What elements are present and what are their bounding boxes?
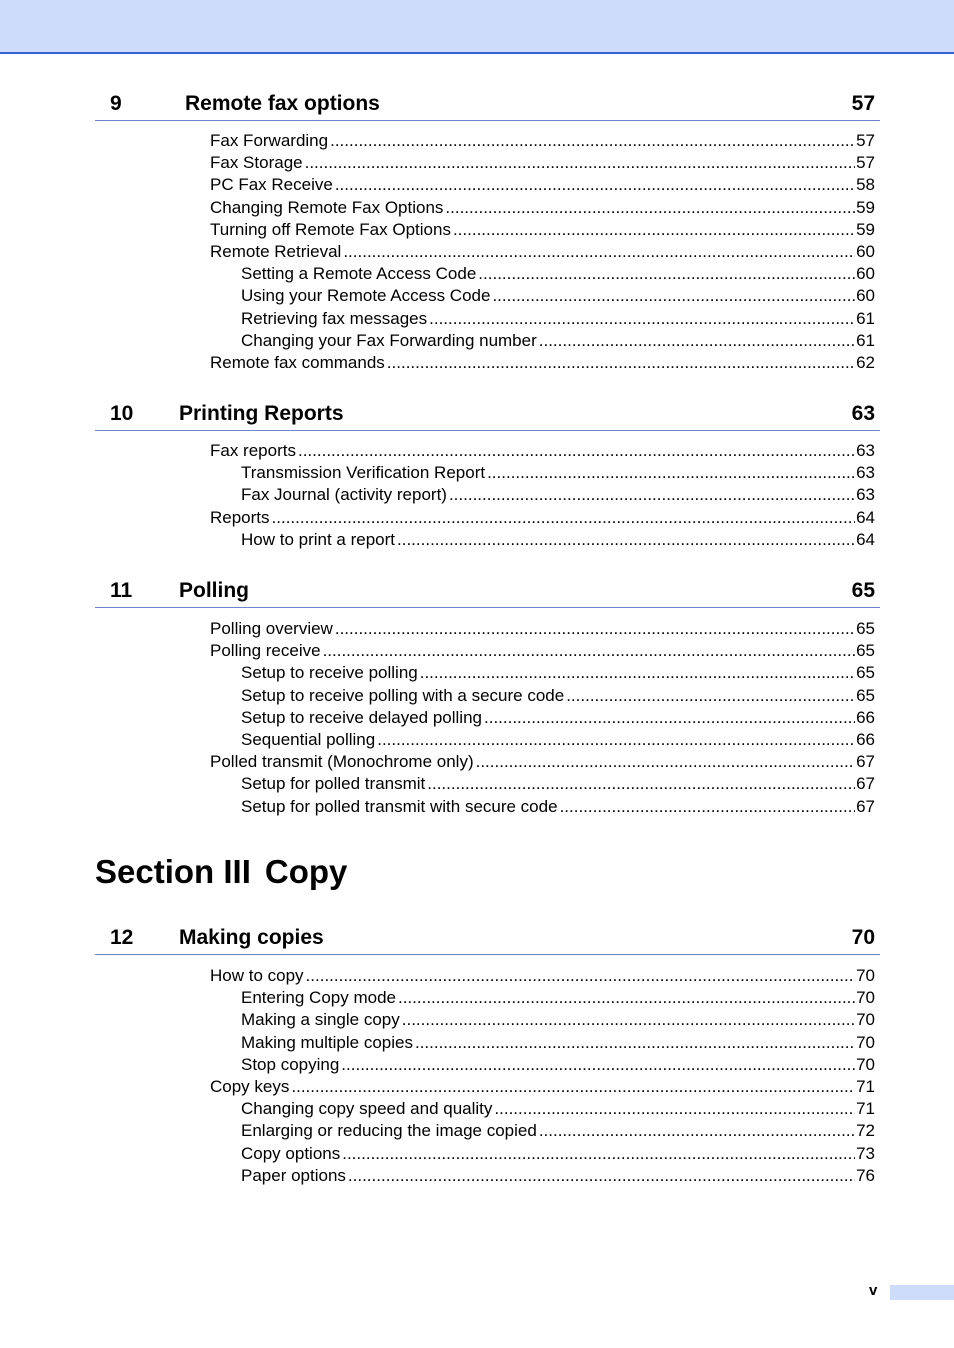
chapter-number: 9 xyxy=(110,92,122,115)
dot-leader xyxy=(398,987,855,1009)
toc-entry-page: 62 xyxy=(856,352,875,372)
toc-entry-label: Polling receive xyxy=(210,641,321,661)
toc-entry-page: 73 xyxy=(856,1143,875,1163)
toc-entry[interactable] xyxy=(241,707,875,729)
dot-leader xyxy=(494,1098,855,1120)
toc-entry-page: 70 xyxy=(856,966,875,985)
toc-list-chapter-11 xyxy=(0,618,954,818)
header-band xyxy=(0,0,954,54)
section-title: Copy xyxy=(264,853,348,890)
toc-entry-page: 60 xyxy=(856,241,875,261)
chapter-title: Making copies xyxy=(179,926,324,949)
toc-entry[interactable] xyxy=(210,440,875,462)
dot-leader xyxy=(298,440,855,462)
chapter-page: 65 xyxy=(851,579,875,602)
toc-entry-label: Paper options xyxy=(241,1165,346,1185)
toc-entry[interactable] xyxy=(241,1098,875,1120)
dot-leader xyxy=(429,308,855,330)
toc-entry-page: 58 xyxy=(856,175,875,195)
dot-leader xyxy=(539,1120,855,1142)
toc-entry-label: Setup to receive polling with a secure code xyxy=(241,685,565,705)
toc-entry[interactable] xyxy=(210,618,875,640)
dot-leader xyxy=(449,484,855,506)
dot-leader xyxy=(272,507,856,529)
toc-entry-page: 71 xyxy=(856,1099,875,1119)
toc-entry-label: Changing copy speed and quality xyxy=(241,1099,493,1119)
page-number: v xyxy=(869,1282,878,1299)
toc-entry-page: 57 xyxy=(856,153,875,173)
toc-entry-label: Fax Storage xyxy=(210,153,303,173)
chapter-title: Remote fax options xyxy=(185,92,380,115)
dot-leader xyxy=(330,130,855,152)
toc-entry-label: How to copy xyxy=(210,966,304,985)
dot-leader xyxy=(566,685,855,707)
dot-leader xyxy=(453,219,855,241)
toc-entry[interactable] xyxy=(241,729,875,751)
toc-entry[interactable] xyxy=(210,751,875,773)
dot-leader xyxy=(343,241,855,263)
toc-entry-label: Reports xyxy=(210,507,270,527)
section-heading xyxy=(95,853,347,891)
toc-entry[interactable] xyxy=(210,197,875,219)
toc-entry-page: 59 xyxy=(856,219,875,239)
toc-entry-page: 67 xyxy=(856,774,875,794)
toc-entry[interactable] xyxy=(241,529,875,551)
toc-entry-page: 59 xyxy=(856,197,875,217)
toc-entry[interactable] xyxy=(241,796,875,818)
dot-leader xyxy=(415,1032,855,1054)
toc-entry[interactable] xyxy=(210,174,875,196)
toc-entry[interactable] xyxy=(241,484,875,506)
toc-entry-label: Copy options xyxy=(241,1143,341,1163)
toc-entry[interactable] xyxy=(241,263,875,285)
toc-entry-page: 65 xyxy=(856,619,875,638)
dot-leader xyxy=(291,1076,855,1098)
dot-leader xyxy=(335,618,855,640)
toc-entry[interactable] xyxy=(241,1120,875,1142)
toc-entry-label: Remote Retrieval xyxy=(210,241,342,261)
dot-leader xyxy=(348,1165,855,1187)
toc-entry-label: Sequential polling xyxy=(241,729,376,749)
toc-entry-page: 67 xyxy=(856,796,875,816)
toc-entry[interactable] xyxy=(241,1165,875,1187)
toc-entry-label: Making a single copy xyxy=(241,1010,400,1030)
toc-entry-label: Entering Copy mode xyxy=(241,988,396,1008)
toc-entry-label: Using your Remote Access Code xyxy=(241,286,491,306)
dot-leader xyxy=(478,263,855,285)
dot-leader xyxy=(492,285,855,307)
toc-entry-page: 66 xyxy=(856,707,875,727)
toc-entry[interactable] xyxy=(210,1076,875,1098)
dot-leader xyxy=(305,152,855,174)
toc-entry-page: 66 xyxy=(856,729,875,749)
dot-leader xyxy=(539,330,855,352)
dot-leader xyxy=(306,965,856,987)
toc-entry-label: Polled transmit (Monochrome only) xyxy=(210,752,474,772)
dot-leader xyxy=(397,529,855,551)
toc-entry-page: 76 xyxy=(856,1165,875,1185)
toc-entry-page: 65 xyxy=(856,685,875,705)
chapter-page: 63 xyxy=(851,402,875,425)
toc-entry[interactable] xyxy=(210,130,875,152)
toc-entry-page: 70 xyxy=(856,1054,875,1074)
chapter-heading-12 xyxy=(95,928,880,955)
toc-entry-page: 72 xyxy=(856,1121,875,1141)
toc-entry-label: PC Fax Receive xyxy=(210,175,333,195)
chapter-title: Printing Reports xyxy=(179,402,344,425)
toc-entry-label: Making multiple copies xyxy=(241,1032,413,1052)
toc-entry-page: 57 xyxy=(856,131,875,150)
toc-entry[interactable] xyxy=(241,1054,875,1076)
toc-entry-page: 63 xyxy=(856,463,875,483)
dot-leader xyxy=(377,729,855,751)
toc-entry[interactable] xyxy=(210,352,875,374)
toc-entry-label: Setup for polled transmit xyxy=(241,774,426,794)
dot-leader xyxy=(484,707,855,729)
toc-entry[interactable] xyxy=(210,219,875,241)
toc-entry-label: Stop copying xyxy=(241,1054,340,1074)
toc-entry-page: 60 xyxy=(856,286,875,306)
dot-leader xyxy=(427,773,855,795)
toc-entry-page: 64 xyxy=(856,529,875,549)
toc-entry-page: 70 xyxy=(856,1032,875,1052)
dot-leader xyxy=(342,1143,855,1165)
chapter-page: 70 xyxy=(851,926,875,949)
toc-entry[interactable] xyxy=(210,640,875,662)
toc-entry-label: Copy keys xyxy=(210,1076,290,1096)
toc-entry-label: Fax reports xyxy=(210,441,296,460)
toc-entry-label: Polling overview xyxy=(210,619,333,638)
chapter-number: 10 xyxy=(110,402,134,425)
toc-entry-label: How to print a report xyxy=(241,529,396,549)
toc-entry-page: 61 xyxy=(856,330,875,350)
section-name: Section III xyxy=(95,853,251,890)
toc-entry-label: Fax Forwarding xyxy=(210,131,329,150)
toc-entry[interactable] xyxy=(241,308,875,330)
dot-leader xyxy=(420,662,855,684)
toc-entry[interactable] xyxy=(241,1032,875,1054)
toc-entry-page: 70 xyxy=(856,988,875,1008)
toc-entry-label: Fax Journal (activity report) xyxy=(241,485,447,505)
toc-entry-label: Setup for polled transmit with secure code xyxy=(241,796,558,816)
toc-entry[interactable] xyxy=(241,685,875,707)
toc-entry-label: Setting a Remote Access Code xyxy=(241,264,477,284)
dot-leader xyxy=(335,174,855,196)
toc-entry-label: Retrieving fax messages xyxy=(241,308,428,328)
dot-leader xyxy=(402,1009,855,1031)
toc-entry-page: 63 xyxy=(856,485,875,505)
toc-entry[interactable] xyxy=(241,773,875,795)
toc-entry-label: Setup to receive polling xyxy=(241,663,418,683)
chapter-title: Polling xyxy=(179,579,249,602)
dot-leader xyxy=(487,462,855,484)
toc-list-chapter-9 xyxy=(0,130,954,374)
toc-entry-label: Changing Remote Fax Options xyxy=(210,197,444,217)
toc-entry-page: 60 xyxy=(856,264,875,284)
toc-entry-page: 67 xyxy=(856,752,875,772)
toc-entry-label: Enlarging or reducing the image copied xyxy=(241,1121,537,1141)
toc-list-chapter-10 xyxy=(0,440,954,551)
toc-entry-label: Turning off Remote Fax Options xyxy=(210,219,451,239)
toc-entry-label: Transmission Verification Report xyxy=(241,463,486,483)
chapter-page: 57 xyxy=(851,92,875,115)
toc-entry-page: 70 xyxy=(856,1010,875,1030)
toc-entry-page: 64 xyxy=(856,507,875,527)
toc-entry[interactable] xyxy=(210,152,875,174)
dot-leader xyxy=(560,796,856,818)
dot-leader xyxy=(323,640,856,662)
toc-entry-page: 65 xyxy=(856,663,875,683)
toc-entry[interactable] xyxy=(241,662,875,684)
footer-tab xyxy=(890,1285,954,1300)
toc-entry[interactable] xyxy=(210,507,875,529)
toc-entry-page: 71 xyxy=(856,1076,875,1096)
dot-leader xyxy=(341,1054,855,1076)
chapter-heading-10 xyxy=(95,404,880,431)
toc-entry[interactable] xyxy=(241,330,875,352)
dot-leader xyxy=(387,352,855,374)
toc-entry[interactable] xyxy=(241,462,875,484)
toc-list-chapter-12 xyxy=(0,965,954,1187)
toc-entry[interactable] xyxy=(241,1009,875,1031)
chapter-heading-11 xyxy=(95,581,880,608)
dot-leader xyxy=(445,197,855,219)
toc-entry-label: Remote fax commands xyxy=(210,352,385,372)
toc-entry[interactable] xyxy=(210,965,875,987)
chapter-heading-9 xyxy=(95,94,880,121)
toc-entry[interactable] xyxy=(241,285,875,307)
toc-entry-label: Changing your Fax Forwarding number xyxy=(241,330,537,350)
toc-entry-page: 61 xyxy=(856,308,875,328)
toc-entry-page: 65 xyxy=(856,641,875,661)
dot-leader xyxy=(476,751,855,773)
toc-entry-page: 63 xyxy=(856,441,875,460)
chapter-number: 12 xyxy=(110,926,134,949)
toc-entry-label: Setup to receive delayed polling xyxy=(241,707,482,727)
toc-entry[interactable] xyxy=(210,241,875,263)
toc-entry[interactable] xyxy=(241,987,875,1009)
chapter-number: 11 xyxy=(110,579,133,602)
toc-entry[interactable] xyxy=(241,1143,875,1165)
